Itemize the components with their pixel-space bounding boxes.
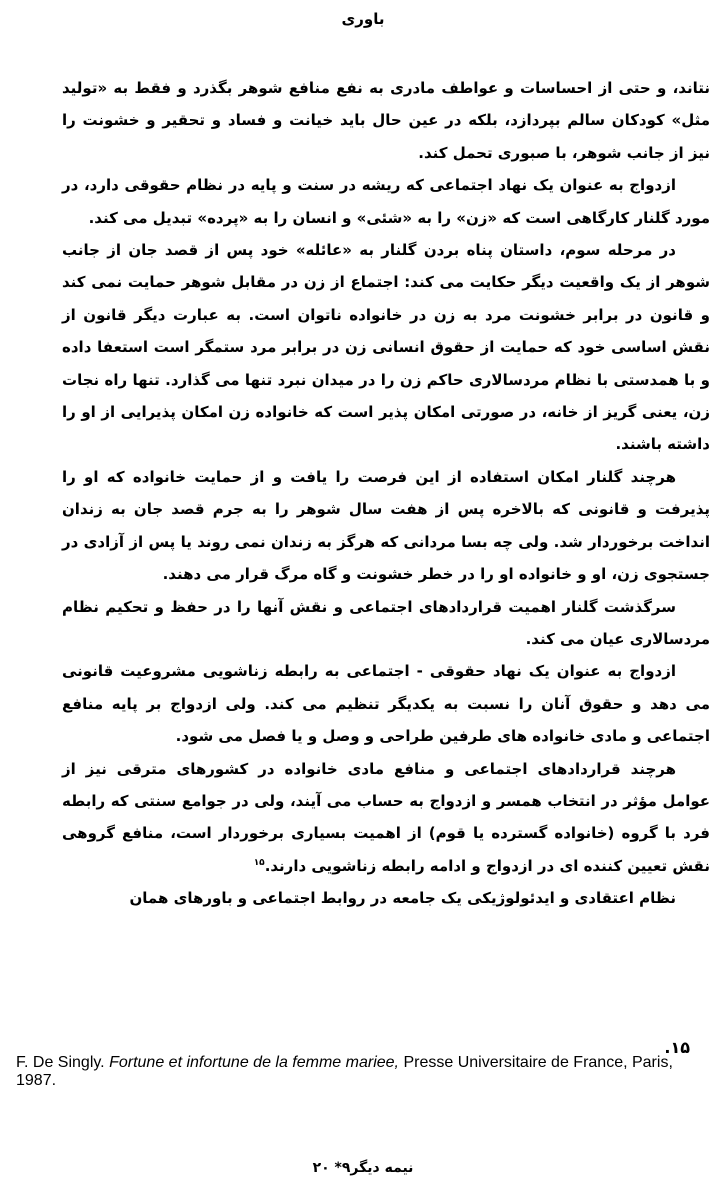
paragraph: هرچند گلنار امکان استفاده از این فرصت را یافت و از حمایت خانواده که او را پذیرفت و قانونی که بالاخره پس از هفت سال شوهر را به جرم قصد جان به زندان انداخت برخوردار شد. ولی چه بسا مردانی که هرگز به زندان نمی روند یا پس از آزادی در جستجوی زن، او و خانواده او را در خطر خشونت و گاه مرگ قرار می دهند.	[62, 467, 710, 584]
footnote-marker[interactable]: ۱۵	[253, 857, 265, 868]
paragraph: ازدواج به عنوان یک نهاد حقوقی - اجتماعی به رابطه زناشویی مشروعیت قانونی می دهد و حقوق آنان را نسبت به یکدیگر تنظیم می کند. ولی ازدواج بر پایه منافع اجتماعی و مادی خانواده های طرفین طراحی و وصل و یا فصل می شود.	[62, 662, 710, 746]
footnote-publisher: Presse Universitaire de France, Paris, 1987.	[16, 1054, 673, 1089]
footnote-spacer	[16, 1036, 706, 1054]
page-footer: نیمه دیگر۹* ۲۰	[312, 1160, 414, 1176]
paragraph: سرگذشت گلنار اهمیت قراردادهای اجتماعی و نقش آنها را در حفظ و تحکیم نظام مردسالاری عیان می کند.	[62, 597, 710, 648]
footnote-number: ۱۵.	[664, 1038, 690, 1057]
body-text	[62, 72, 710, 915]
paragraph-text: هرچند قراردادهای اجتماعی و منافع مادی خانواده در کشورهای مترقی نیز از عوامل مؤثر در انتخاب همسر و ازدواج به حساب می آیند، ولی در جوامع سنتی که رابطه فرد با گروه (خانواده گسترده یا قوم) از اهمیت بسیاری برخوردار است، منافع گروهی نقش تعیین کننده ای در ازدواج و ادامه رابطه زناشویی دارند.	[62, 759, 710, 875]
footnote-author: F. De Singly.	[16, 1054, 105, 1071]
running-head: باوری	[341, 10, 385, 28]
paragraph: نتاند، و حتی از احساسات و عواطف مادری به نفع منافع شوهر بگذرد و فقط به «تولید مثل» کودکان سالم بپردازد، بلکه در عین حال باید خیانت و فساد و تحقیر و خشونت را نیز از جانب شوهر، با صبوری تحمل کند.	[62, 79, 710, 162]
paragraph-with-footnote-ref	[62, 753, 710, 883]
paragraph: در مرحله سوم، داستان پناه بردن گلنار به «عائله» خود پس از قصد جان از جانب شوهر از یک واقعیت دیگر حکایت می کند: اجتماع از زن در مقابل شوهر حمایت نمی کند و قانون در برابر خشونت مرد به زن در خانواده ناتوان است. به عبارت دیگر قانون از نقش اساسی خود که حمایت از حقوق انسانی زن در برابر مرد ستمگر است استعفا داده و با همدستی با نظام مردسالاری حاکم زن را در میدان نبرد تنها می گذارد. تنها راه نجات زن، یعنی گریز از خانه، در صورتی امکان پذیر است که خانواده زن امکان پذیرایی از او را داشته باشند.	[62, 241, 710, 454]
footnote	[16, 1036, 706, 1090]
paragraph: نظام اعتقادی و ایدئولوژیکی یک جامعه در روابط اجتماعی و باورهای همان	[129, 889, 676, 908]
paragraph: ازدواج به عنوان یک نهاد اجتماعی که ریشه در سنت و پایه در نظام حقوقی دارد، در مورد گلنار کارگاهی است که «زن» را به «شئی» و انسان را به «پرده» تبدیل می کند.	[62, 176, 710, 227]
footnote-title: Fortune et infortune de la femme mariee,	[109, 1054, 399, 1071]
